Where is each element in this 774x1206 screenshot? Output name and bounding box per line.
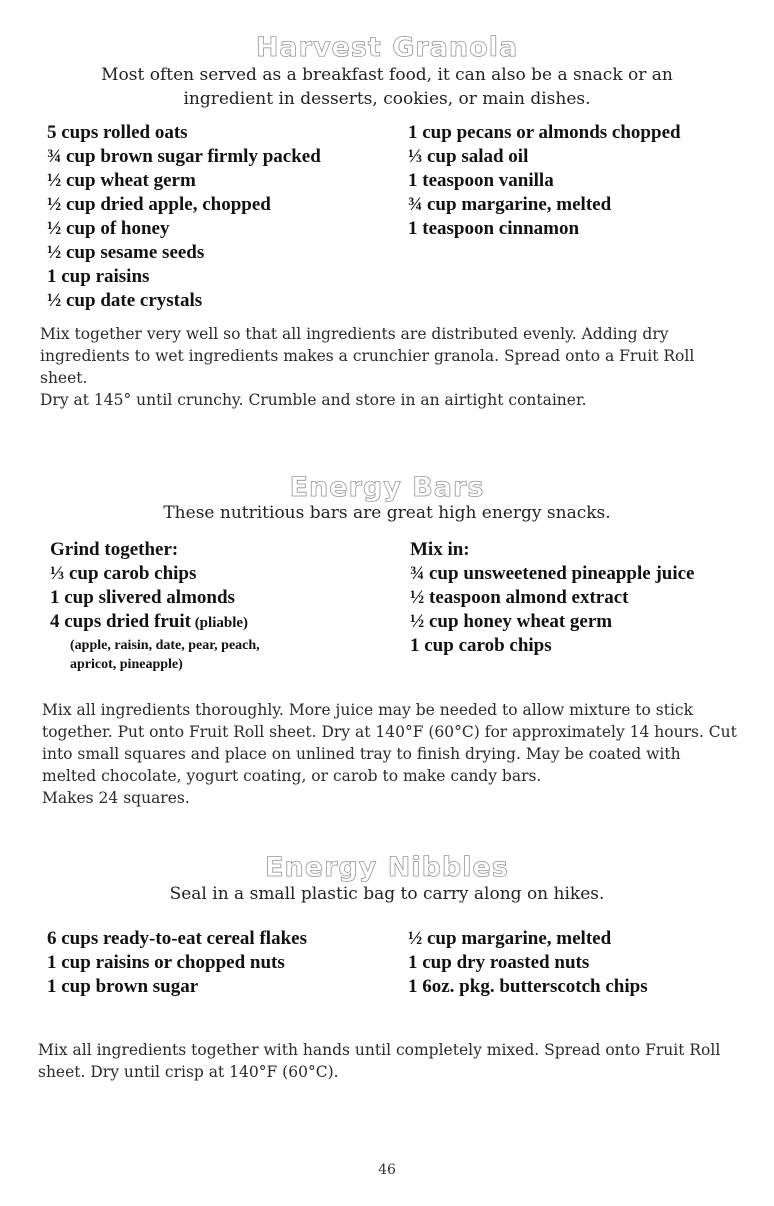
ingredients-right	[410, 538, 695, 658]
ingredient-note	[50, 636, 260, 674]
ingredient: ½ cup date crystals	[47, 290, 203, 311]
ingredients-left	[47, 927, 307, 999]
ingredient: ½ cup margarine, melted	[408, 928, 612, 949]
ingredient: 6 cups ready-to-eat cereal flakes	[47, 928, 307, 949]
ingredient: ½ cup dried apple, chopped	[47, 194, 271, 215]
ingredients-left	[47, 121, 321, 313]
direction-paragraph: Dry at 145° until crunchy. Crumble and store in an airtight container.	[40, 391, 587, 409]
intro-line: ingredient in desserts, cookies, or main dishes.	[183, 89, 591, 109]
note-line: (apple, raisin, date, pear, peach,	[70, 638, 260, 653]
ingredient: 1 6oz. pkg. butterscotch chips	[408, 976, 648, 997]
ingredient: 5 cups rolled oats	[47, 122, 188, 143]
recipe-intro	[40, 882, 734, 906]
recipe-directions	[38, 1039, 738, 1083]
ingredient: ¾ cup brown sugar firmly packed	[47, 146, 321, 167]
recipe-title-energy-bars: Energy Bars	[289, 472, 485, 503]
direction-paragraph: Mix all ingredients thoroughly. More juice may be needed to allow mixture to stick together. Put onto Fruit Roll sheet. Dry at 140°F (60°C) for approximately 14 hours. Cut into small squares and place on unlined tray to finish drying. May be coated with melted chocolate, yogurt coating, or carob to make candy bars.	[42, 701, 737, 785]
recipe-directions	[40, 323, 740, 411]
ingredient: 1 cup carob chips	[410, 635, 552, 656]
ingredient: 1 teaspoon vanilla	[408, 170, 554, 191]
recipe-intro	[40, 63, 734, 111]
ingredient: ½ teaspoon almond extract	[410, 587, 629, 608]
ingredient: 1 teaspoon cinnamon	[408, 218, 580, 239]
ingredients-left	[50, 538, 260, 674]
ingredient: ¾ cup unsweetened pineapple juice	[410, 563, 695, 584]
recipe-intro	[40, 501, 734, 525]
recipe-directions	[42, 699, 737, 809]
direction-paragraph: Mix together very well so that all ingredients are distributed evenly. Adding dry ingredients to wet ingredients makes a crunchier granola. Spread onto a Fruit Roll sheet.	[40, 325, 695, 387]
intro-line: Most often served as a breakfast food, it can also be a snack or an	[101, 65, 673, 85]
direction-paragraph: Makes 24 squares.	[42, 789, 190, 807]
direction-paragraph: Mix all ingredients together with hands until completely mixed. Spread onto Fruit Roll sheet. Dry until crisp at 140°F (60°C).	[38, 1041, 721, 1081]
recipe-title-harvest-granola: Harvest Granola	[255, 32, 519, 63]
recipe-title-energy-nibbles: Energy Nibbles	[265, 852, 509, 883]
ingredient: ¾ cup margarine, melted	[408, 194, 612, 215]
ingredient	[50, 610, 260, 634]
ingredient-qualifier: (pliable)	[190, 615, 249, 631]
ingredient: 1 cup pecans or almonds chopped	[408, 122, 681, 143]
ingredient: ⅓ cup carob chips	[50, 563, 197, 584]
ingredient: ½ cup sesame seeds	[47, 242, 205, 263]
section-header: Grind together:	[50, 539, 179, 560]
ingredient: ½ cup of honey	[47, 218, 170, 239]
ingredient: 1 cup raisins	[47, 266, 150, 287]
intro-line: These nutritious bars are great high energy snacks.	[163, 503, 611, 523]
ingredient: 1 cup brown sugar	[47, 976, 199, 997]
ingredient: ⅓ cup salad oil	[408, 146, 529, 167]
page-number: 46	[378, 1162, 396, 1178]
ingredient: 1 cup slivered almonds	[50, 587, 235, 608]
ingredient: ½ cup wheat germ	[47, 170, 196, 191]
intro-line: Seal in a small plastic bag to carry along on hikes.	[169, 884, 605, 904]
ingredient-main: 4 cups dried fruit	[50, 611, 191, 632]
section-header: Mix in:	[410, 539, 470, 560]
ingredient: 1 cup dry roasted nuts	[408, 952, 590, 973]
note-line: apricot, pineapple)	[70, 657, 183, 672]
ingredients-right	[408, 927, 648, 999]
ingredient: ½ cup honey wheat germ	[410, 611, 613, 632]
ingredient: 1 cup raisins or chopped nuts	[47, 952, 285, 973]
ingredients-right	[408, 121, 681, 241]
